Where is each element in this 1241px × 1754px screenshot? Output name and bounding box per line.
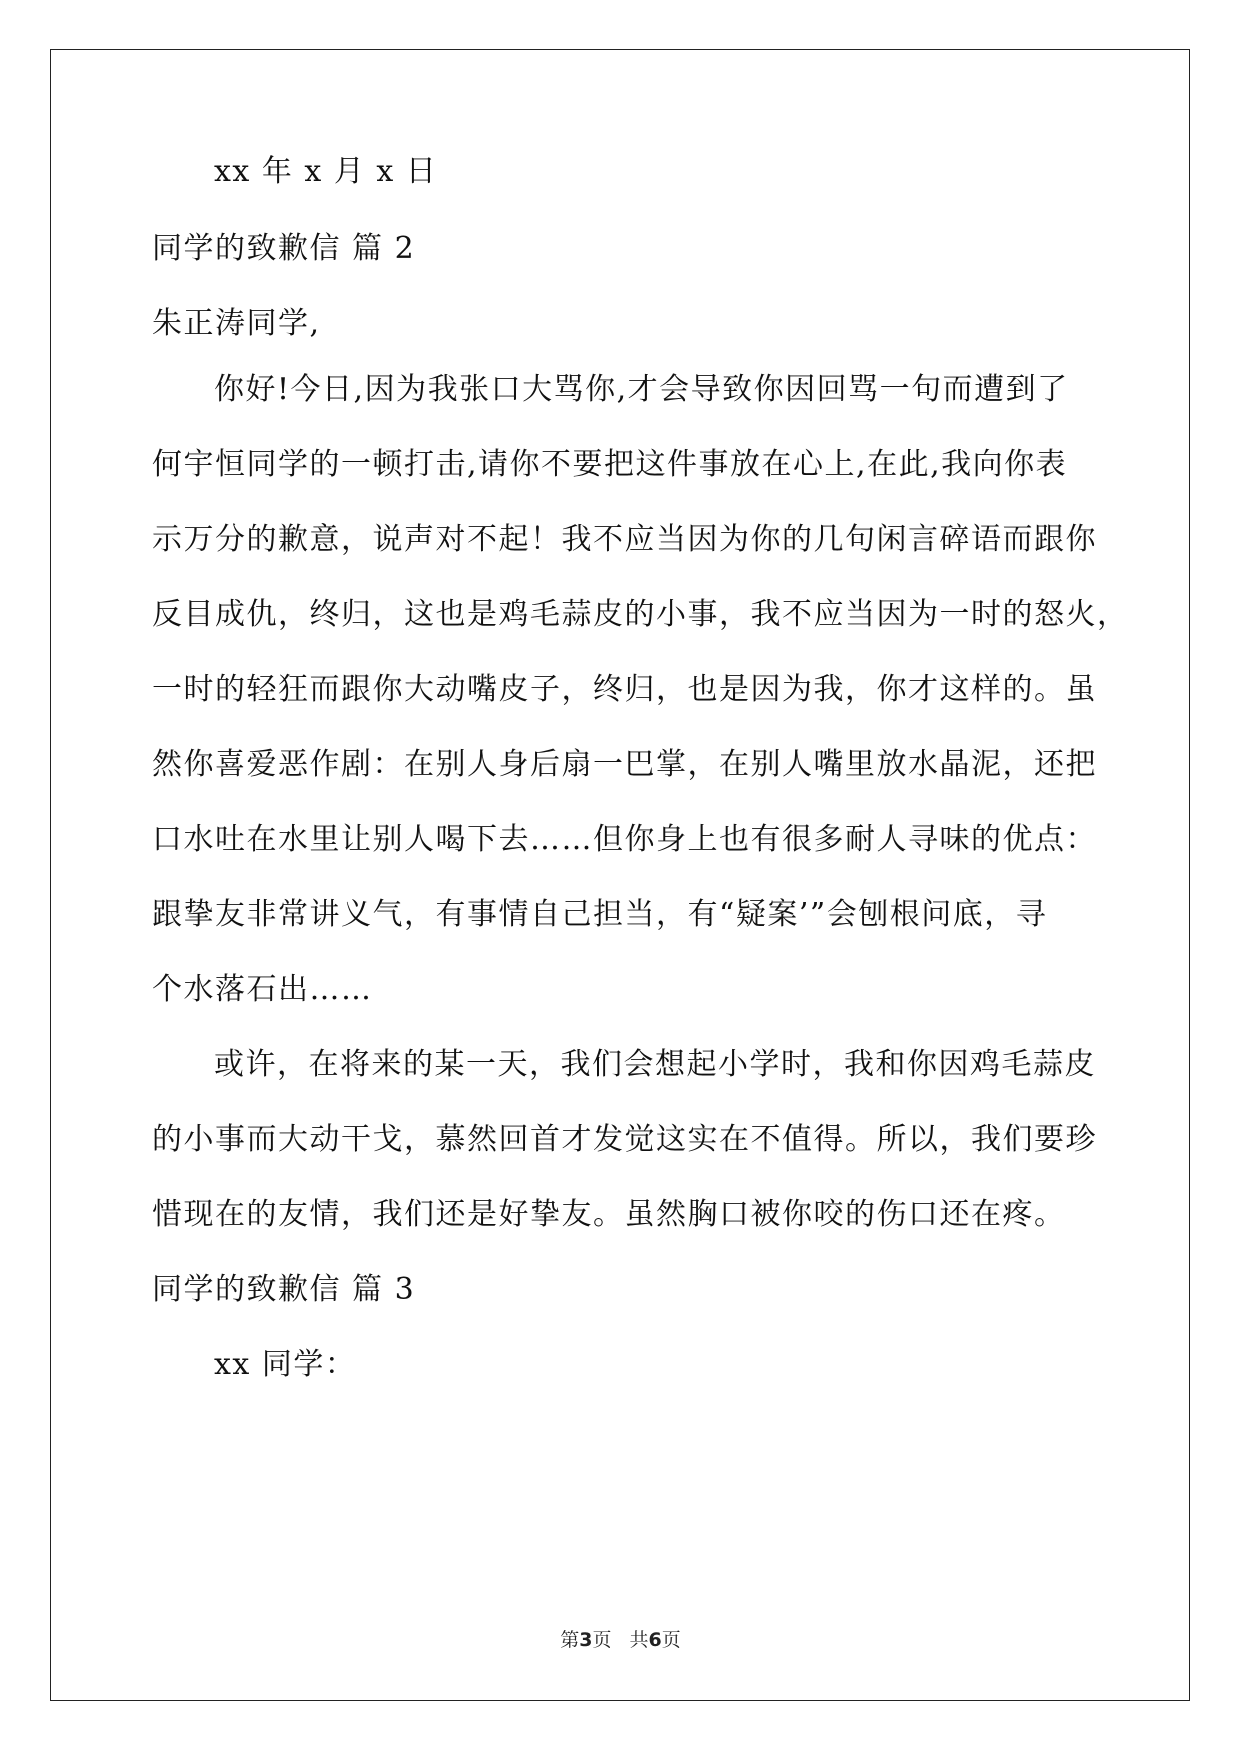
section-heading-3: 同学的致歉信 篇 3 xyxy=(152,1272,416,1307)
paragraph-1-line-9: 个水落石出…… xyxy=(152,972,373,1007)
date-line: xx 年 x 月 x 日 xyxy=(214,154,438,189)
paragraph-1-line-4: 反目成仇，终归，这也是鸡毛蒜皮的小事，我不应当因为一时的怒火， xyxy=(152,597,1129,632)
salutation-line-3: xx 同学： xyxy=(214,1347,357,1382)
paragraph-2-line-1: 或许，在将来的某一天，我们会想起小学时，我和你因鸡毛蒜皮 xyxy=(214,1047,1096,1082)
salutation-line: 朱正涛同学, xyxy=(152,306,321,341)
paragraph-2-line-2: 的小事而大动干戈，慕然回首才发觉这实在不值得。所以，我们要珍 xyxy=(152,1122,1097,1157)
paragraph-1-line-1: 你好!今日,因为我张口大骂你,才会导致你因回骂一句而遭到了 xyxy=(214,372,1069,407)
footer-total-prefix: 共 xyxy=(629,1629,649,1651)
section-heading-2: 同学的致歉信 篇 2 xyxy=(152,231,416,266)
footer-page-prefix: 第 xyxy=(560,1629,580,1651)
paragraph-1-line-2: 何宇恒同学的一顿打击,请你不要把这件事放在心上,在此,我向你表 xyxy=(152,447,1068,482)
paragraph-1-line-6: 然你喜爱恶作剧：在别人身后扇一巴掌，在别人嘴里放水晶泥，还把 xyxy=(152,747,1097,782)
paragraph-2-line-3: 惜现在的友情，我们还是好挚友。虽然胸口被你咬的伤口还在疼。 xyxy=(152,1197,1066,1232)
paragraph-1-line-7: 口水吐在水里让别人喝下去……但你身上也有很多耐人寻味的优点： xyxy=(152,822,1097,857)
footer-current-page: 3 xyxy=(579,1629,593,1651)
footer-total-pages: 6 xyxy=(648,1629,662,1651)
paragraph-1-line-5: 一时的轻狂而跟你大动嘴皮子，终归，也是因为我，你才这样的。虽 xyxy=(152,672,1097,707)
page-footer xyxy=(0,1625,1241,1652)
paragraph-1-line-3: 示万分的歉意，说声对不起！我不应当因为你的几句闲言碎语而跟你 xyxy=(152,522,1097,557)
footer-page-suffix: 页 xyxy=(592,1629,612,1651)
footer-total-suffix: 页 xyxy=(661,1629,681,1651)
page-border xyxy=(50,49,1190,1701)
paragraph-1-line-8: 跟挚友非常讲义气，有事情自己担当，有“疑案’”会刨根问底，寻 xyxy=(152,897,1048,932)
